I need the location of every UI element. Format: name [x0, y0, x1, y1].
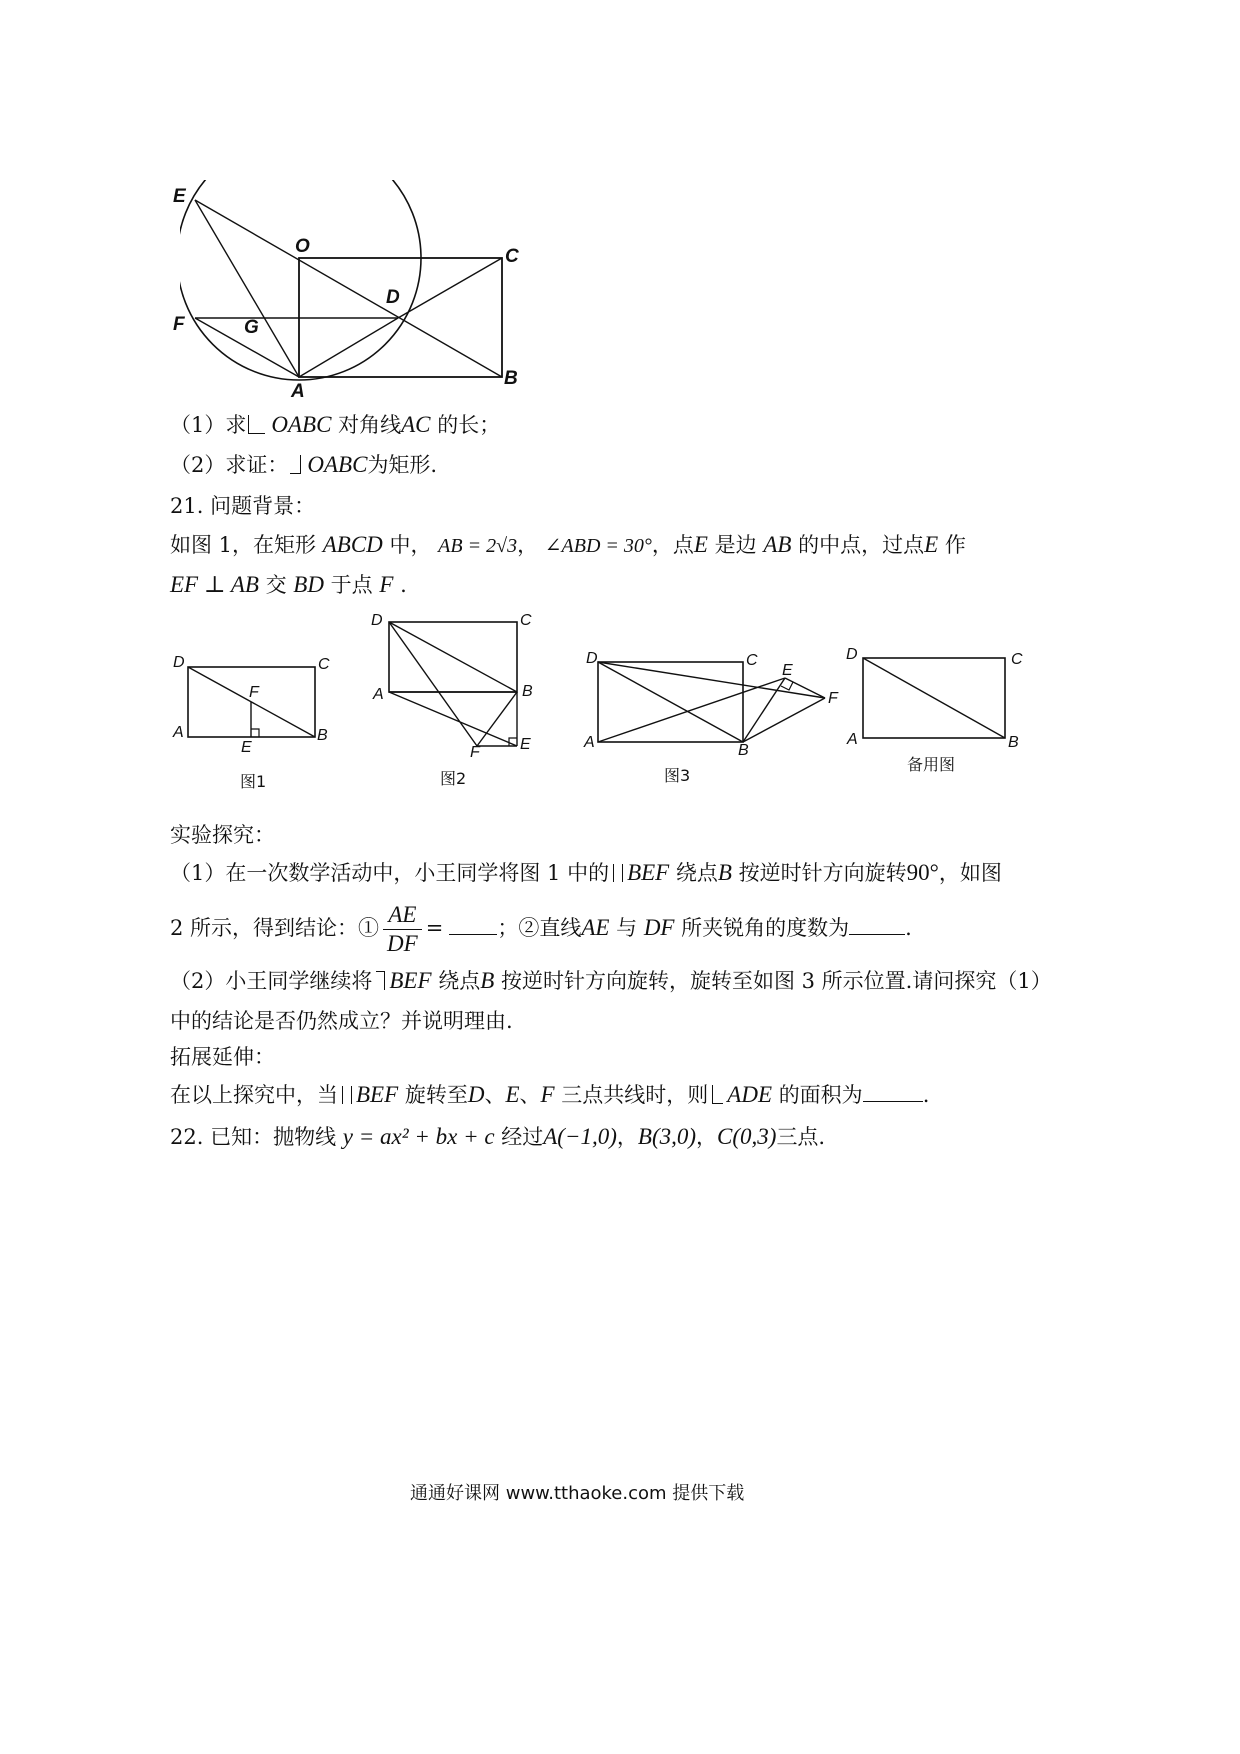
- fig3-label-a: A: [584, 734, 595, 751]
- explore-part1-line1: （1）在一次数学活动中，小王同学将图 1 中的 BEF 绕点B 按逆时针方向旋转90°，如图: [170, 860, 1002, 885]
- fig4-label-d: D: [846, 646, 858, 663]
- figure-circle-rectangle: [180, 180, 600, 440]
- q20-part2: （2）求证： OABC为矩形.: [170, 452, 438, 477]
- explore-part1-line2: 2 所示，得到结论：① $\frac{AE}{DF}$ = ；②直线AE 与 DF 所夹锐角的度数为 .: [170, 902, 912, 956]
- fig3-label-e: E: [782, 662, 793, 679]
- q21-background-line1: 如图 1，在矩形 ABCD 中， AB = 2√3， ∠ABD = 30°，点E 是边 AB 的中点，过点E 作: [170, 532, 966, 557]
- label-g: G: [244, 317, 259, 338]
- fig2-label-a: A: [373, 686, 384, 703]
- fig3-label-b: B: [738, 742, 749, 759]
- q21-background-line2: EF ⊥ AB 交 BD 于点 F .: [170, 572, 407, 597]
- fig1-label-f: F: [249, 684, 259, 701]
- extension-title: 拓展延伸：: [170, 1045, 275, 1069]
- fig2-label-c: C: [520, 612, 532, 629]
- fig1-label-e: E: [241, 739, 252, 756]
- fig2-label-d: D: [371, 612, 383, 629]
- q22-question: 22. 已知：抛物线 y = ax² + bx + c 经过A(−1,0)，B(3,0)，C(0,3)三点.: [170, 1124, 826, 1149]
- segment-ed: [195, 200, 502, 377]
- label-c: C: [505, 246, 519, 267]
- label-e: E: [173, 186, 186, 207]
- triangle-symbol: [712, 1085, 723, 1104]
- triangle-symbol: [342, 1086, 352, 1104]
- triangle-symbol: [376, 971, 385, 990]
- circle-o: [180, 180, 421, 380]
- fig1-label-c: C: [318, 656, 330, 673]
- fig4-label-a: A: [847, 731, 858, 748]
- label-o: O: [295, 236, 310, 257]
- fig3-caption: 图3: [664, 766, 691, 785]
- parallelogram-symbol: [248, 415, 265, 434]
- footer-source: 通通好课网 www.tthaoke.com 提供下载: [410, 1483, 745, 1504]
- fig3-label-c: C: [746, 652, 758, 669]
- fig1-caption: 图1: [240, 772, 267, 791]
- fig2-caption: 图2: [440, 769, 467, 788]
- fig3-label-f: F: [828, 690, 838, 707]
- fig4-label-b: B: [1008, 734, 1019, 751]
- fig4-caption: 备用图: [907, 755, 956, 774]
- explore-title: 实验探究：: [170, 823, 275, 847]
- segment-ad: [299, 318, 398, 377]
- figure-2: [370, 610, 540, 770]
- segment-dc: [398, 258, 502, 318]
- fig2-label-b: B: [522, 683, 533, 700]
- triangle-symbol: [613, 864, 623, 882]
- label-f: F: [173, 314, 185, 335]
- parallelogram-symbol: [290, 455, 301, 474]
- label-d: D: [386, 287, 400, 308]
- answer-blank-1[interactable]: [449, 916, 497, 935]
- answer-blank-3[interactable]: [863, 1083, 923, 1102]
- figure-spare: [845, 640, 1025, 760]
- fig2-label-e: E: [520, 736, 531, 753]
- q21-title: 21. 问题背景：: [170, 494, 316, 518]
- fig1-label-a: A: [173, 724, 184, 741]
- explore-part2-line1: （2）小王同学继续将 BEF 绕点B 按逆时针方向旋转，旋转至如图 3 所示位置.请问探究（1）: [170, 968, 1052, 993]
- extension-question: 在以上探究中，当 BEF 旋转至D、E、F 三点共线时，则 ADE 的面积为 .: [170, 1082, 930, 1107]
- label-a: A: [291, 381, 305, 402]
- label-b: B: [504, 368, 518, 389]
- q20-part1: （1）求 OABC 对角线AC 的长；: [170, 412, 501, 437]
- fig1-label-b: B: [317, 727, 328, 744]
- explore-part2-line2: 中的结论是否仍然成立？并说明理由.: [170, 1009, 513, 1033]
- answer-blank-2[interactable]: [849, 916, 905, 935]
- fig2-label-f: F: [470, 744, 480, 761]
- fig1-label-d: D: [173, 654, 185, 671]
- fraction-ae-df: $\frac{AE}{DF}$: [383, 901, 422, 958]
- fig4-label-c: C: [1011, 651, 1023, 668]
- figure-3: [580, 640, 840, 760]
- segment-ea: [195, 200, 299, 377]
- fig3-label-d: D: [586, 650, 598, 667]
